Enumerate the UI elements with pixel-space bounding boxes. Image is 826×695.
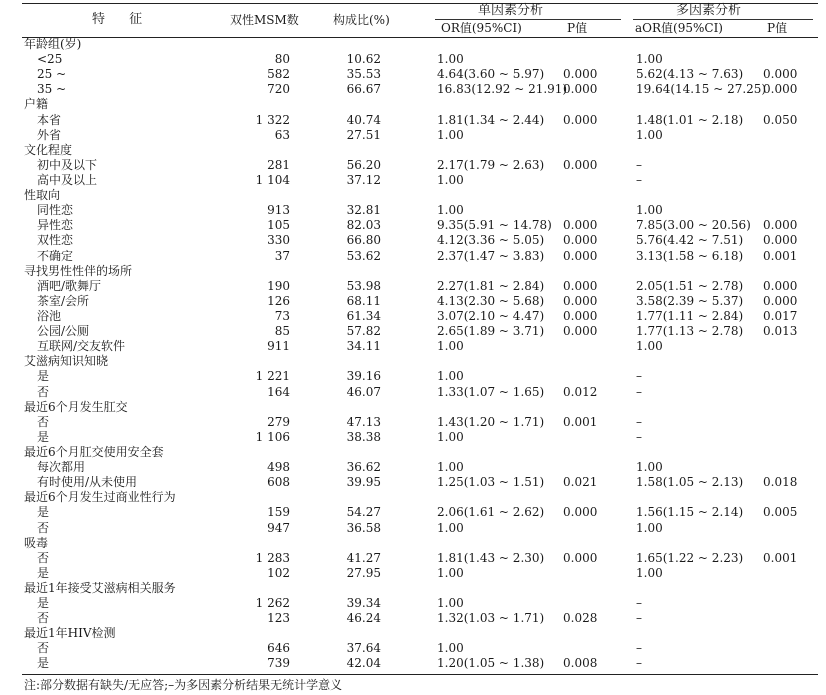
count-cell: 126	[267, 293, 290, 308]
row-label: 性取向	[24, 188, 61, 203]
table-row	[0, 324, 826, 339]
aor-cell: 2.05(1.51 ~ 2.78)	[636, 278, 744, 293]
table-row	[0, 67, 826, 82]
row-label: 初中及以下	[37, 157, 98, 172]
ratio-cell: 57.82	[346, 324, 381, 339]
row-label: 公园/公厕	[37, 324, 90, 339]
row-label: 否	[37, 611, 50, 626]
p-cell: 0.008	[563, 656, 598, 671]
aor-cell: –	[636, 369, 642, 384]
table-row	[0, 385, 826, 400]
row-label: 最近6个月肛交使用安全套	[24, 444, 164, 459]
ratio-cell: 39.16	[346, 369, 381, 384]
row-label: 同性恋	[37, 203, 74, 218]
table-row	[0, 113, 826, 128]
or-cell: 1.32(1.03 ~ 1.71)	[437, 611, 545, 626]
ratio-cell: 36.62	[346, 460, 381, 475]
row-label: 否	[37, 384, 50, 399]
header-count: 双性MSM数	[230, 13, 299, 27]
mp-cell: 0.001	[763, 248, 798, 263]
count-cell: 279	[267, 414, 290, 429]
aor-cell: 1.00	[636, 127, 663, 142]
group-heading-row	[0, 445, 826, 460]
header-ratio: 构成比(%)	[333, 13, 390, 27]
ratio-cell: 32.81	[346, 203, 381, 218]
row-label: 吸毒	[24, 535, 49, 550]
aor-cell: 3.13(1.58 ~ 6.18)	[636, 248, 744, 263]
mp-cell: 0.001	[763, 550, 798, 565]
table-bottom-rule	[22, 674, 818, 675]
ratio-cell: 10.62	[346, 52, 381, 67]
or-cell: 1.00	[437, 339, 464, 354]
or-cell: 16.83(12.92 ~ 21.91)	[437, 82, 568, 97]
multivariate-span-rule	[633, 19, 813, 20]
ratio-cell: 53.62	[346, 248, 381, 263]
aor-cell: 1.65(1.22 ~ 2.23)	[636, 550, 744, 565]
or-cell: 1.00	[437, 460, 464, 475]
or-cell: 1.43(1.20 ~ 1.71)	[437, 414, 545, 429]
aor-cell: 19.64(14.15 ~ 27.25)	[636, 82, 767, 97]
count-cell: 102	[267, 565, 290, 580]
or-cell: 1.20(1.05 ~ 1.38)	[437, 656, 545, 671]
header-or: OR值(95%CI)	[441, 21, 522, 35]
table-row	[0, 339, 826, 354]
ratio-cell: 34.11	[346, 339, 381, 354]
count-cell: 164	[267, 384, 290, 399]
aor-cell: –	[636, 414, 642, 429]
aor-cell: –	[636, 656, 642, 671]
row-label: 最近6个月发生肛交	[24, 399, 128, 414]
row-label: 外省	[37, 127, 62, 142]
table-row	[0, 475, 826, 490]
or-cell: 1.33(1.07 ~ 1.65)	[437, 384, 545, 399]
ratio-cell: 66.67	[346, 82, 381, 97]
table-row	[0, 430, 826, 445]
table-row	[0, 203, 826, 218]
ratio-cell: 47.13	[346, 414, 381, 429]
count-cell: 720	[267, 82, 290, 97]
p-cell: 0.000	[563, 293, 598, 308]
mp-cell: 0.013	[763, 324, 798, 339]
count-cell: 913	[267, 203, 290, 218]
or-cell: 1.81(1.34 ~ 2.44)	[437, 112, 545, 127]
row-label: 互联网/交友软件	[37, 339, 126, 354]
mp-cell: 0.000	[763, 218, 798, 233]
ratio-cell: 82.03	[346, 218, 381, 233]
aor-cell: 1.00	[636, 565, 663, 580]
or-cell: 2.27(1.81 ~ 2.84)	[437, 278, 545, 293]
mp-cell: 0.000	[763, 278, 798, 293]
ratio-cell: 35.53	[346, 67, 381, 82]
row-label: 本省	[37, 112, 62, 127]
table-row	[0, 218, 826, 233]
table-row	[0, 82, 826, 97]
row-label: 文化程度	[24, 142, 73, 157]
count-cell: 947	[267, 520, 290, 535]
row-label: 35 ~	[37, 82, 67, 97]
group-heading-row	[0, 490, 826, 505]
or-cell: 1.00	[437, 203, 464, 218]
p-cell: 0.000	[563, 67, 598, 82]
ratio-cell: 41.27	[346, 550, 381, 565]
table-row	[0, 415, 826, 430]
table-row	[0, 566, 826, 581]
or-cell: 1.00	[437, 172, 464, 187]
count-cell: 37	[274, 248, 290, 263]
table-note: 注:部分数据有缺失/无应答;–为多因素分析结果无统计学意义	[24, 678, 343, 692]
row-label: 25 ~	[37, 67, 67, 82]
count-cell: 63	[274, 127, 290, 142]
header-p: P值	[567, 21, 588, 35]
row-label: 双性恋	[37, 233, 74, 248]
row-label: 寻找男性性伴的场所	[24, 263, 133, 278]
count-cell: 1 106	[255, 429, 290, 444]
mp-cell: 0.000	[763, 82, 798, 97]
p-cell: 0.000	[563, 505, 598, 520]
aor-cell: –	[636, 611, 642, 626]
aor-cell: 1.00	[636, 460, 663, 475]
aor-cell: –	[636, 429, 642, 444]
row-label: 酒吧/歌舞厅	[37, 278, 102, 293]
mp-cell: 0.005	[763, 505, 798, 520]
p-cell: 0.000	[563, 112, 598, 127]
header-feature: 特 征	[92, 12, 153, 27]
row-label: 是	[37, 505, 50, 520]
ratio-cell: 27.95	[346, 565, 381, 580]
row-label: 是	[37, 429, 50, 444]
group-heading-row	[0, 354, 826, 369]
row-label: 户籍	[24, 97, 49, 112]
table-row	[0, 596, 826, 611]
aor-cell: 1.00	[636, 339, 663, 354]
count-cell: 105	[267, 218, 290, 233]
header-mp: P值	[767, 21, 788, 35]
row-label: 否	[37, 550, 50, 565]
aor-cell: –	[636, 596, 642, 611]
count-cell: 190	[267, 278, 290, 293]
row-label: 最近1年HIV检测	[24, 626, 116, 641]
or-cell: 2.65(1.89 ~ 3.71)	[437, 324, 545, 339]
count-cell: 739	[267, 656, 290, 671]
count-cell: 80	[274, 52, 290, 67]
group-heading-row	[0, 37, 826, 52]
or-cell: 2.37(1.47 ~ 3.83)	[437, 248, 545, 263]
table-row	[0, 52, 826, 67]
ratio-cell: 27.51	[346, 127, 381, 142]
aor-cell: 5.76(4.42 ~ 7.51)	[636, 233, 744, 248]
or-cell: 1.00	[437, 127, 464, 142]
row-label: 最近6个月发生过商业性行为	[24, 490, 176, 505]
table-row	[0, 173, 826, 188]
row-label: 异性恋	[37, 218, 74, 233]
row-label: 茶室/会所	[37, 293, 90, 308]
or-cell: 2.17(1.79 ~ 2.63)	[437, 157, 545, 172]
aor-cell: 1.77(1.11 ~ 2.84)	[636, 308, 744, 323]
row-label: 否	[37, 520, 50, 535]
ratio-cell: 37.12	[346, 172, 381, 187]
group-heading-row	[0, 536, 826, 551]
or-cell: 1.00	[437, 641, 464, 656]
row-label: 是	[37, 656, 50, 671]
count-cell: 498	[267, 460, 290, 475]
p-cell: 0.012	[563, 384, 598, 399]
row-label: 每次都用	[37, 460, 86, 475]
or-cell: 1.00	[437, 596, 464, 611]
mp-cell: 0.000	[763, 293, 798, 308]
row-label: 高中及以上	[37, 172, 98, 187]
row-label: 浴池	[37, 308, 62, 323]
group-heading-row	[0, 581, 826, 596]
group-heading-row	[0, 400, 826, 415]
row-label: 艾滋病知识知晓	[24, 354, 109, 369]
table-body	[0, 37, 826, 672]
p-cell: 0.000	[563, 248, 598, 263]
ratio-cell: 56.20	[346, 157, 381, 172]
mp-cell: 0.017	[763, 308, 798, 323]
table-row	[0, 309, 826, 324]
table-row	[0, 521, 826, 536]
ratio-cell: 36.58	[346, 520, 381, 535]
ratio-cell: 66.80	[346, 233, 381, 248]
p-cell: 0.001	[563, 414, 598, 429]
or-cell: 4.12(3.36 ~ 5.05)	[437, 233, 545, 248]
ratio-cell: 68.11	[346, 293, 381, 308]
row-label: 是	[37, 565, 50, 580]
count-cell: 1 262	[255, 596, 290, 611]
table-row	[0, 294, 826, 309]
header-multivariate: 多因素分析	[676, 3, 742, 18]
aor-cell: 1.00	[636, 203, 663, 218]
p-cell: 0.000	[563, 233, 598, 248]
count-cell: 608	[267, 475, 290, 490]
table-row	[0, 505, 826, 520]
aor-cell: 1.77(1.13 ~ 2.78)	[636, 324, 744, 339]
table-row	[0, 611, 826, 626]
aor-cell: 7.85(3.00 ~ 20.56)	[636, 218, 751, 233]
table-row	[0, 158, 826, 173]
count-cell: 1 283	[255, 550, 290, 565]
count-cell: 159	[267, 505, 290, 520]
or-cell: 4.13(2.30 ~ 5.68)	[437, 293, 545, 308]
count-cell: 330	[267, 233, 290, 248]
count-cell: 123	[267, 611, 290, 626]
table-row	[0, 279, 826, 294]
table-row	[0, 249, 826, 264]
header-aor: aOR值(95%CI)	[635, 21, 723, 35]
aor-cell: 1.58(1.05 ~ 2.13)	[636, 475, 744, 490]
ratio-cell: 40.74	[346, 112, 381, 127]
count-cell: 1 322	[255, 112, 290, 127]
or-cell: 4.64(3.60 ~ 5.97)	[437, 67, 545, 82]
row-label: 不确定	[37, 248, 74, 263]
mp-cell: 0.000	[763, 233, 798, 248]
group-heading-row	[0, 264, 826, 279]
aor-cell: 3.58(2.39 ~ 5.37)	[636, 293, 744, 308]
or-cell: 3.07(2.10 ~ 4.47)	[437, 308, 545, 323]
ratio-cell: 46.07	[346, 384, 381, 399]
ratio-cell: 61.34	[346, 308, 381, 323]
count-cell: 911	[267, 339, 290, 354]
p-cell: 0.028	[563, 611, 598, 626]
count-cell: 85	[274, 324, 290, 339]
or-cell: 2.06(1.61 ~ 2.62)	[437, 505, 545, 520]
aor-cell: –	[636, 157, 642, 172]
or-cell: 1.00	[437, 429, 464, 444]
ratio-cell: 54.27	[346, 505, 381, 520]
row-label: <25	[37, 52, 63, 67]
count-cell: 646	[267, 641, 290, 656]
or-cell: 1.00	[437, 369, 464, 384]
row-label: 是	[37, 596, 50, 611]
count-cell: 1 104	[255, 172, 290, 187]
ratio-cell: 39.95	[346, 475, 381, 490]
aor-cell: 1.48(1.01 ~ 2.18)	[636, 112, 744, 127]
or-cell: 1.25(1.03 ~ 1.51)	[437, 475, 545, 490]
row-label: 否	[37, 414, 50, 429]
p-cell: 0.021	[563, 475, 598, 490]
table-row	[0, 233, 826, 248]
aor-cell: 1.00	[636, 52, 663, 67]
or-cell: 1.00	[437, 565, 464, 580]
row-label: 最近1年接受艾滋病相关服务	[24, 580, 176, 595]
or-cell: 9.35(5.91 ~ 14.78)	[437, 218, 552, 233]
p-cell: 0.000	[563, 82, 598, 97]
p-cell: 0.000	[563, 324, 598, 339]
row-label: 年龄组(岁)	[24, 37, 82, 51]
table-row	[0, 551, 826, 566]
p-cell: 0.000	[563, 157, 598, 172]
group-heading-row	[0, 143, 826, 158]
aor-cell: –	[636, 172, 642, 187]
count-cell: 73	[274, 308, 290, 323]
mp-cell: 0.018	[763, 475, 798, 490]
p-cell: 0.000	[563, 308, 598, 323]
mp-cell: 0.050	[763, 112, 798, 127]
group-heading-row	[0, 626, 826, 641]
aor-cell: 5.62(4.13 ~ 7.63)	[636, 67, 744, 82]
table-row	[0, 460, 826, 475]
table-row	[0, 369, 826, 384]
aor-cell: –	[636, 384, 642, 399]
group-heading-row	[0, 188, 826, 203]
p-cell: 0.000	[563, 278, 598, 293]
aor-cell: 1.56(1.15 ~ 2.14)	[636, 505, 744, 520]
row-label: 有时使用/从未使用	[37, 475, 138, 490]
row-label: 否	[37, 641, 50, 656]
aor-cell: –	[636, 641, 642, 656]
count-cell: 582	[267, 67, 290, 82]
or-cell: 1.00	[437, 520, 464, 535]
header-univariate: 单因素分析	[478, 3, 544, 18]
ratio-cell: 42.04	[346, 656, 381, 671]
ratio-cell: 39.34	[346, 596, 381, 611]
univariate-span-rule	[435, 19, 621, 20]
or-cell: 1.00	[437, 52, 464, 67]
group-heading-row	[0, 97, 826, 112]
table-row	[0, 128, 826, 143]
mp-cell: 0.000	[763, 67, 798, 82]
aor-cell: 1.00	[636, 520, 663, 535]
ratio-cell: 38.38	[346, 429, 381, 444]
ratio-cell: 53.98	[346, 278, 381, 293]
p-cell: 0.000	[563, 550, 598, 565]
count-cell: 281	[267, 157, 290, 172]
row-label: 是	[37, 369, 50, 384]
ratio-cell: 46.24	[346, 611, 381, 626]
p-cell: 0.000	[563, 218, 598, 233]
count-cell: 1 221	[255, 369, 290, 384]
or-cell: 1.81(1.43 ~ 2.30)	[437, 550, 545, 565]
table-row	[0, 641, 826, 656]
table-row	[0, 656, 826, 671]
ratio-cell: 37.64	[346, 641, 381, 656]
